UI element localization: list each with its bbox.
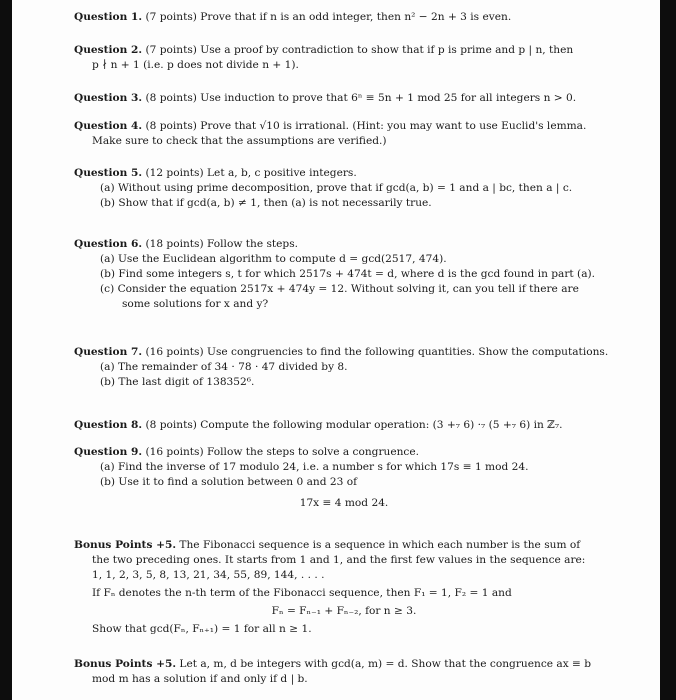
question-text: Follow the steps to solve a congruence. xyxy=(207,446,419,458)
question-title: Question 1. xyxy=(74,11,143,23)
display-equation: 17x ≡ 4 mod 24. xyxy=(299,497,389,509)
question-9 xyxy=(74,445,614,511)
question-title: Question 4. xyxy=(74,120,143,132)
homework-page xyxy=(12,0,660,700)
question-points: (7 points) xyxy=(145,11,197,23)
question-title: Question 3. xyxy=(74,92,143,104)
question-1 xyxy=(74,10,614,25)
question-text: Let a, b, c positive integers. xyxy=(207,167,357,179)
question-part: (b) Use it to find a solution between 0 and 23 of xyxy=(100,476,358,488)
question-text: The Fibonacci sequence is a sequence in which each number is the sum of xyxy=(179,539,581,551)
question-part: (a) Without using prime decomposition, prove that if gcd(a, b) = 1 and a | bc, then a | c. xyxy=(100,182,573,194)
right-dark-border xyxy=(660,0,676,700)
question-text: Use induction to prove that 6ⁿ ≡ 5n + 1 mod 25 for all integers n > 0. xyxy=(200,92,577,104)
question-points: (16 points) xyxy=(145,346,204,358)
question-text: Make sure to check that the assumptions are verified.) xyxy=(92,135,387,147)
question-part: (b) Find some integers s, t for which 2517s + 474t = d, where d is the gcd found in part (a). xyxy=(100,268,596,280)
question-points: (8 points) xyxy=(145,120,197,132)
question-part: (a) Use the Euclidean algorithm to compute d = gcd(2517, 474). xyxy=(100,253,447,265)
question-text: Let a, m, d be integers with gcd(a, m) = d. Show that the congruence ax ≡ b xyxy=(179,658,592,670)
question-text: mod m has a solution if and only if d | b. xyxy=(92,673,308,685)
left-dark-border xyxy=(0,0,12,700)
question-text: Follow the steps. xyxy=(207,238,299,250)
question-3 xyxy=(74,91,614,106)
question-points: (16 points) xyxy=(145,446,204,458)
question-points: (7 points) xyxy=(145,44,197,56)
question-title: Bonus Points +5. xyxy=(74,539,177,551)
question-text: Use a proof by contradiction to show that if p is prime and p | n, then xyxy=(200,44,574,56)
question-part: (b) Show that if gcd(a, b) ≠ 1, then (a) is not necessarily true. xyxy=(100,197,432,209)
question-text: the two preceding ones. It starts from 1 and 1, and the first few values in the sequence are: xyxy=(92,554,586,566)
bonus-1 xyxy=(74,538,614,637)
question-points: (18 points) xyxy=(145,238,204,250)
question-title: Question 6. xyxy=(74,238,143,250)
question-points: (8 points) xyxy=(145,419,197,431)
question-title: Question 9. xyxy=(74,446,143,458)
display-equation: Fₙ = Fₙ₋₁ + Fₙ₋₂, for n ≥ 3. xyxy=(271,605,417,617)
question-part: some solutions for x and y? xyxy=(122,298,269,310)
question-part: (a) Find the inverse of 17 modulo 24, i.e. a number s for which 17s ≡ 1 mod 24. xyxy=(100,461,529,473)
question-part: (c) Consider the equation 2517x + 474y = 12. Without solving it, can you tell if there are xyxy=(100,283,579,295)
question-4 xyxy=(74,119,614,149)
question-text: Use congruencies to find the following quantities. Show the computations. xyxy=(207,346,609,358)
question-text: Show that gcd(Fₙ, Fₙ₊₁) = 1 for all n ≥ 1. xyxy=(92,623,312,635)
question-8 xyxy=(74,418,614,433)
question-7 xyxy=(74,345,614,390)
question-title: Question 8. xyxy=(74,419,143,431)
question-title: Bonus Points +5. xyxy=(74,658,177,670)
question-part: (a) The remainder of 34 · 78 · 47 divided by 8. xyxy=(100,361,348,373)
question-title: Question 7. xyxy=(74,346,143,358)
bonus-2 xyxy=(74,657,614,687)
question-text: Compute the following modular operation: (3 +₇ 6) ·₇ (5 +₇ 6) in ℤ₇. xyxy=(200,419,563,431)
question-text: If Fₙ denotes the n-th term of the Fibonacci sequence, then F₁ = 1, F₂ = 1 and xyxy=(92,587,512,599)
question-title: Question 5. xyxy=(74,167,143,179)
question-points: (12 points) xyxy=(145,167,204,179)
question-part: (b) The last digit of 138352⁶. xyxy=(100,376,255,388)
question-text: Prove that if n is an odd integer, then n² − 2n + 3 is even. xyxy=(200,11,512,23)
question-text: Prove that √10 is irrational. (Hint: you may want to use Euclid's lemma. xyxy=(200,120,587,132)
question-title: Question 2. xyxy=(74,44,143,56)
question-points: (8 points) xyxy=(145,92,197,104)
question-5 xyxy=(74,166,614,211)
question-6 xyxy=(74,237,614,312)
question-text: 1, 1, 2, 3, 5, 8, 13, 21, 34, 55, 89, 144, . . . . xyxy=(92,569,325,581)
question-2 xyxy=(74,43,614,73)
question-text: p ∤ n + 1 (i.e. p does not divide n + 1). xyxy=(92,59,299,71)
